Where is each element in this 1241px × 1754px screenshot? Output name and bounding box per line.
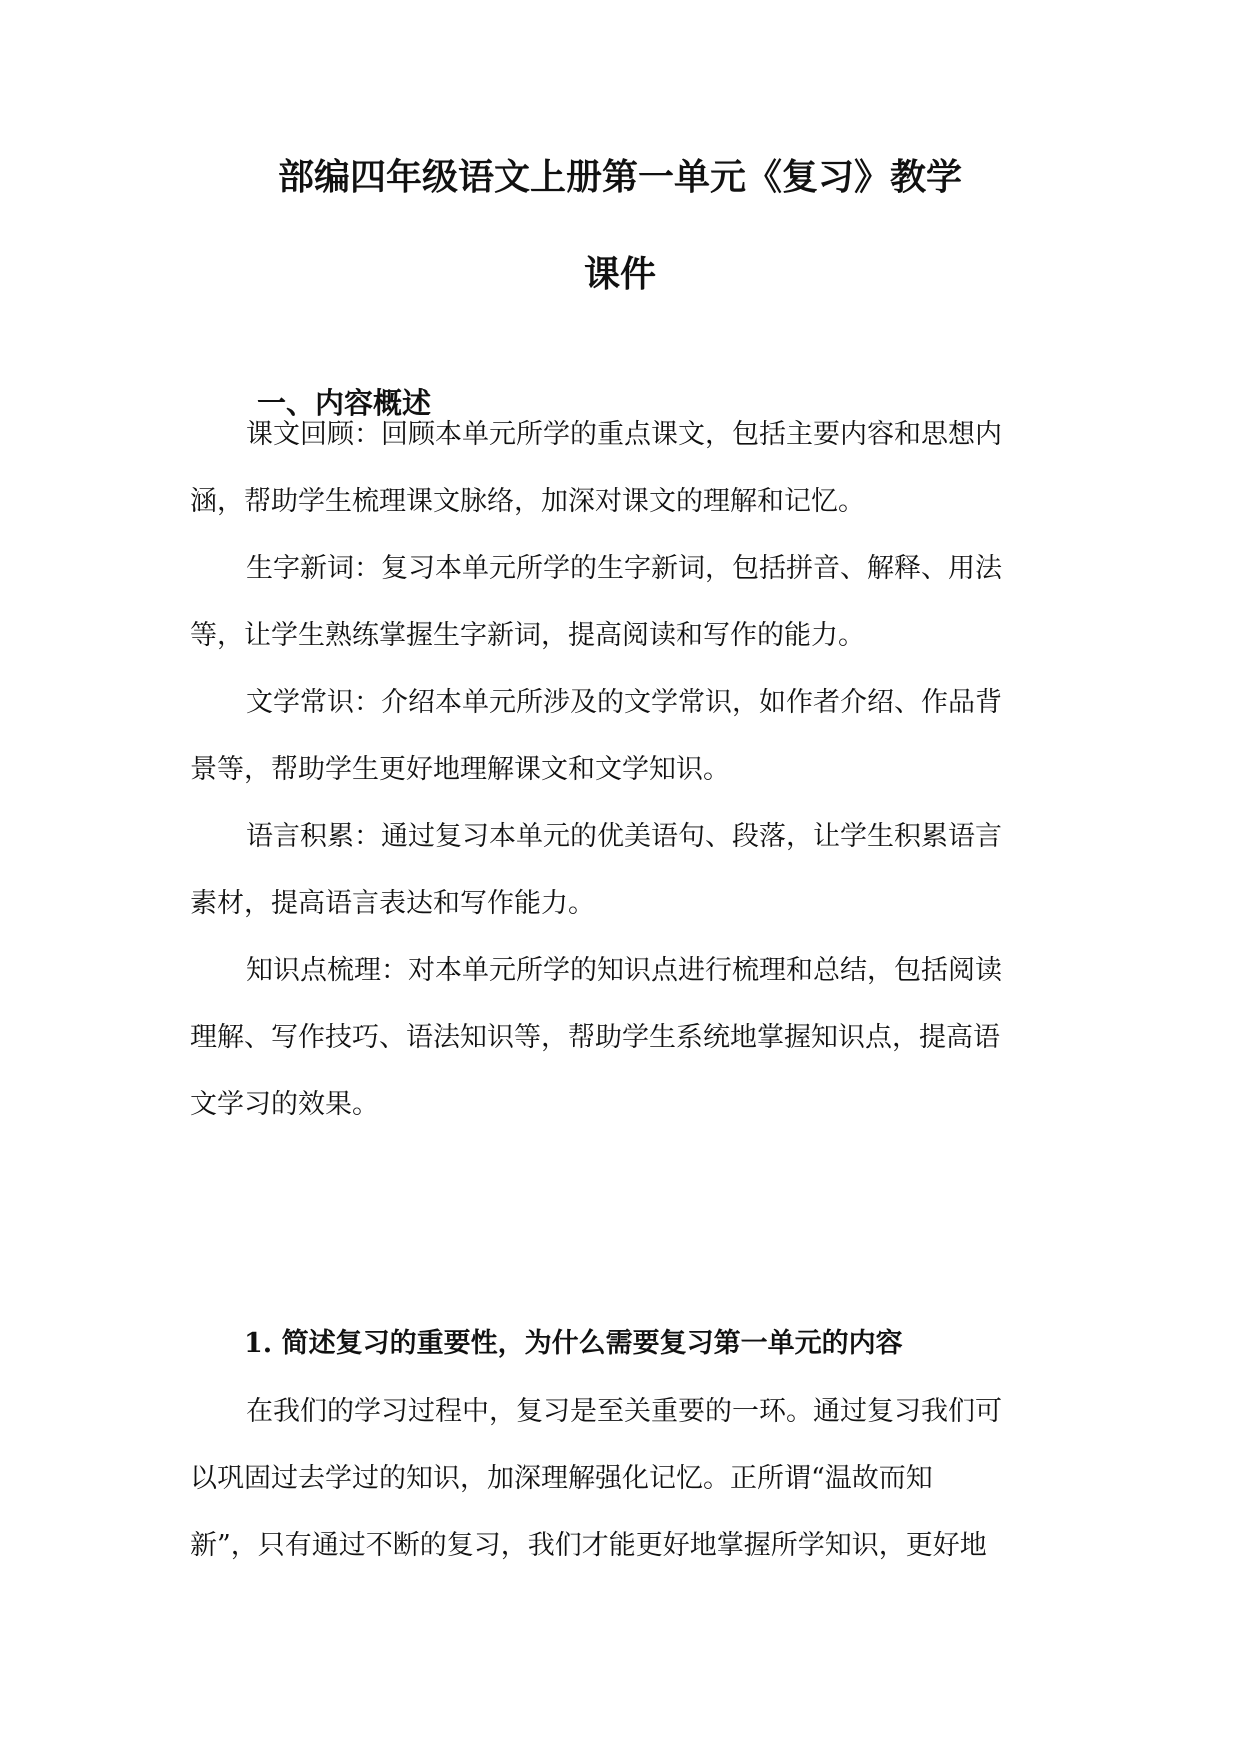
paragraph-knowledge-summary-line-1: 知识点梳理：对本单元所学的知识点进行梳理和总结，包括阅读	[246, 955, 1002, 986]
paragraph-new-words-line-1: 生字新词：复习本单元所学的生字新词，包括拼音、解释、用法	[246, 553, 1002, 584]
paragraph-language-accumulation-line-1: 语言积累：通过复习本单元的优美语句、段落，让学生积累语言	[246, 821, 1002, 852]
paragraph-text-review-line-2: 涵，帮助学生梳理课文脉络，加深对课文的理解和记忆。	[190, 486, 865, 517]
subsection-heading-importance-of-review: 1. 简述复习的重要性，为什么需要复习第一单元的内容	[244, 1328, 903, 1359]
paragraph-knowledge-summary-line-3: 文学习的效果。	[190, 1089, 379, 1120]
paragraph-literary-knowledge-line-2: 景等，帮助学生更好地理解课文和文学知识。	[190, 754, 730, 785]
paragraph-text-review-line-1: 课文回顾：回顾本单元所学的重点课文，包括主要内容和思想内	[246, 419, 1002, 450]
section-heading-content-overview: 一、内容概述	[257, 386, 432, 420]
document-title-line-2: 课件	[583, 253, 656, 295]
document-title-line-1: 部编四年级语文上册第一单元《复习》教学	[277, 156, 962, 198]
paragraph-language-accumulation-line-2: 素材，提高语言表达和写作能力。	[190, 888, 595, 919]
paragraph-new-words-line-2: 等，让学生熟练掌握生字新词，提高阅读和写作的能力。	[190, 620, 865, 651]
paragraph-importance-line-3: 新”，只有通过不断的复习，我们才能更好地掌握所学知识，更好地	[190, 1530, 987, 1561]
paragraph-importance-line-2: 以巩固过去学过的知识，加深理解强化记忆。正所谓“温故而知	[190, 1463, 933, 1494]
paragraph-importance-line-1: 在我们的学习过程中，复习是至关重要的一环。通过复习我们可	[246, 1396, 1002, 1427]
paragraph-knowledge-summary-line-2: 理解、写作技巧、语法知识等，帮助学生系统地掌握知识点，提高语	[190, 1022, 1000, 1053]
paragraph-literary-knowledge-line-1: 文学常识：介绍本单元所涉及的文学常识，如作者介绍、作品背	[246, 687, 1002, 718]
